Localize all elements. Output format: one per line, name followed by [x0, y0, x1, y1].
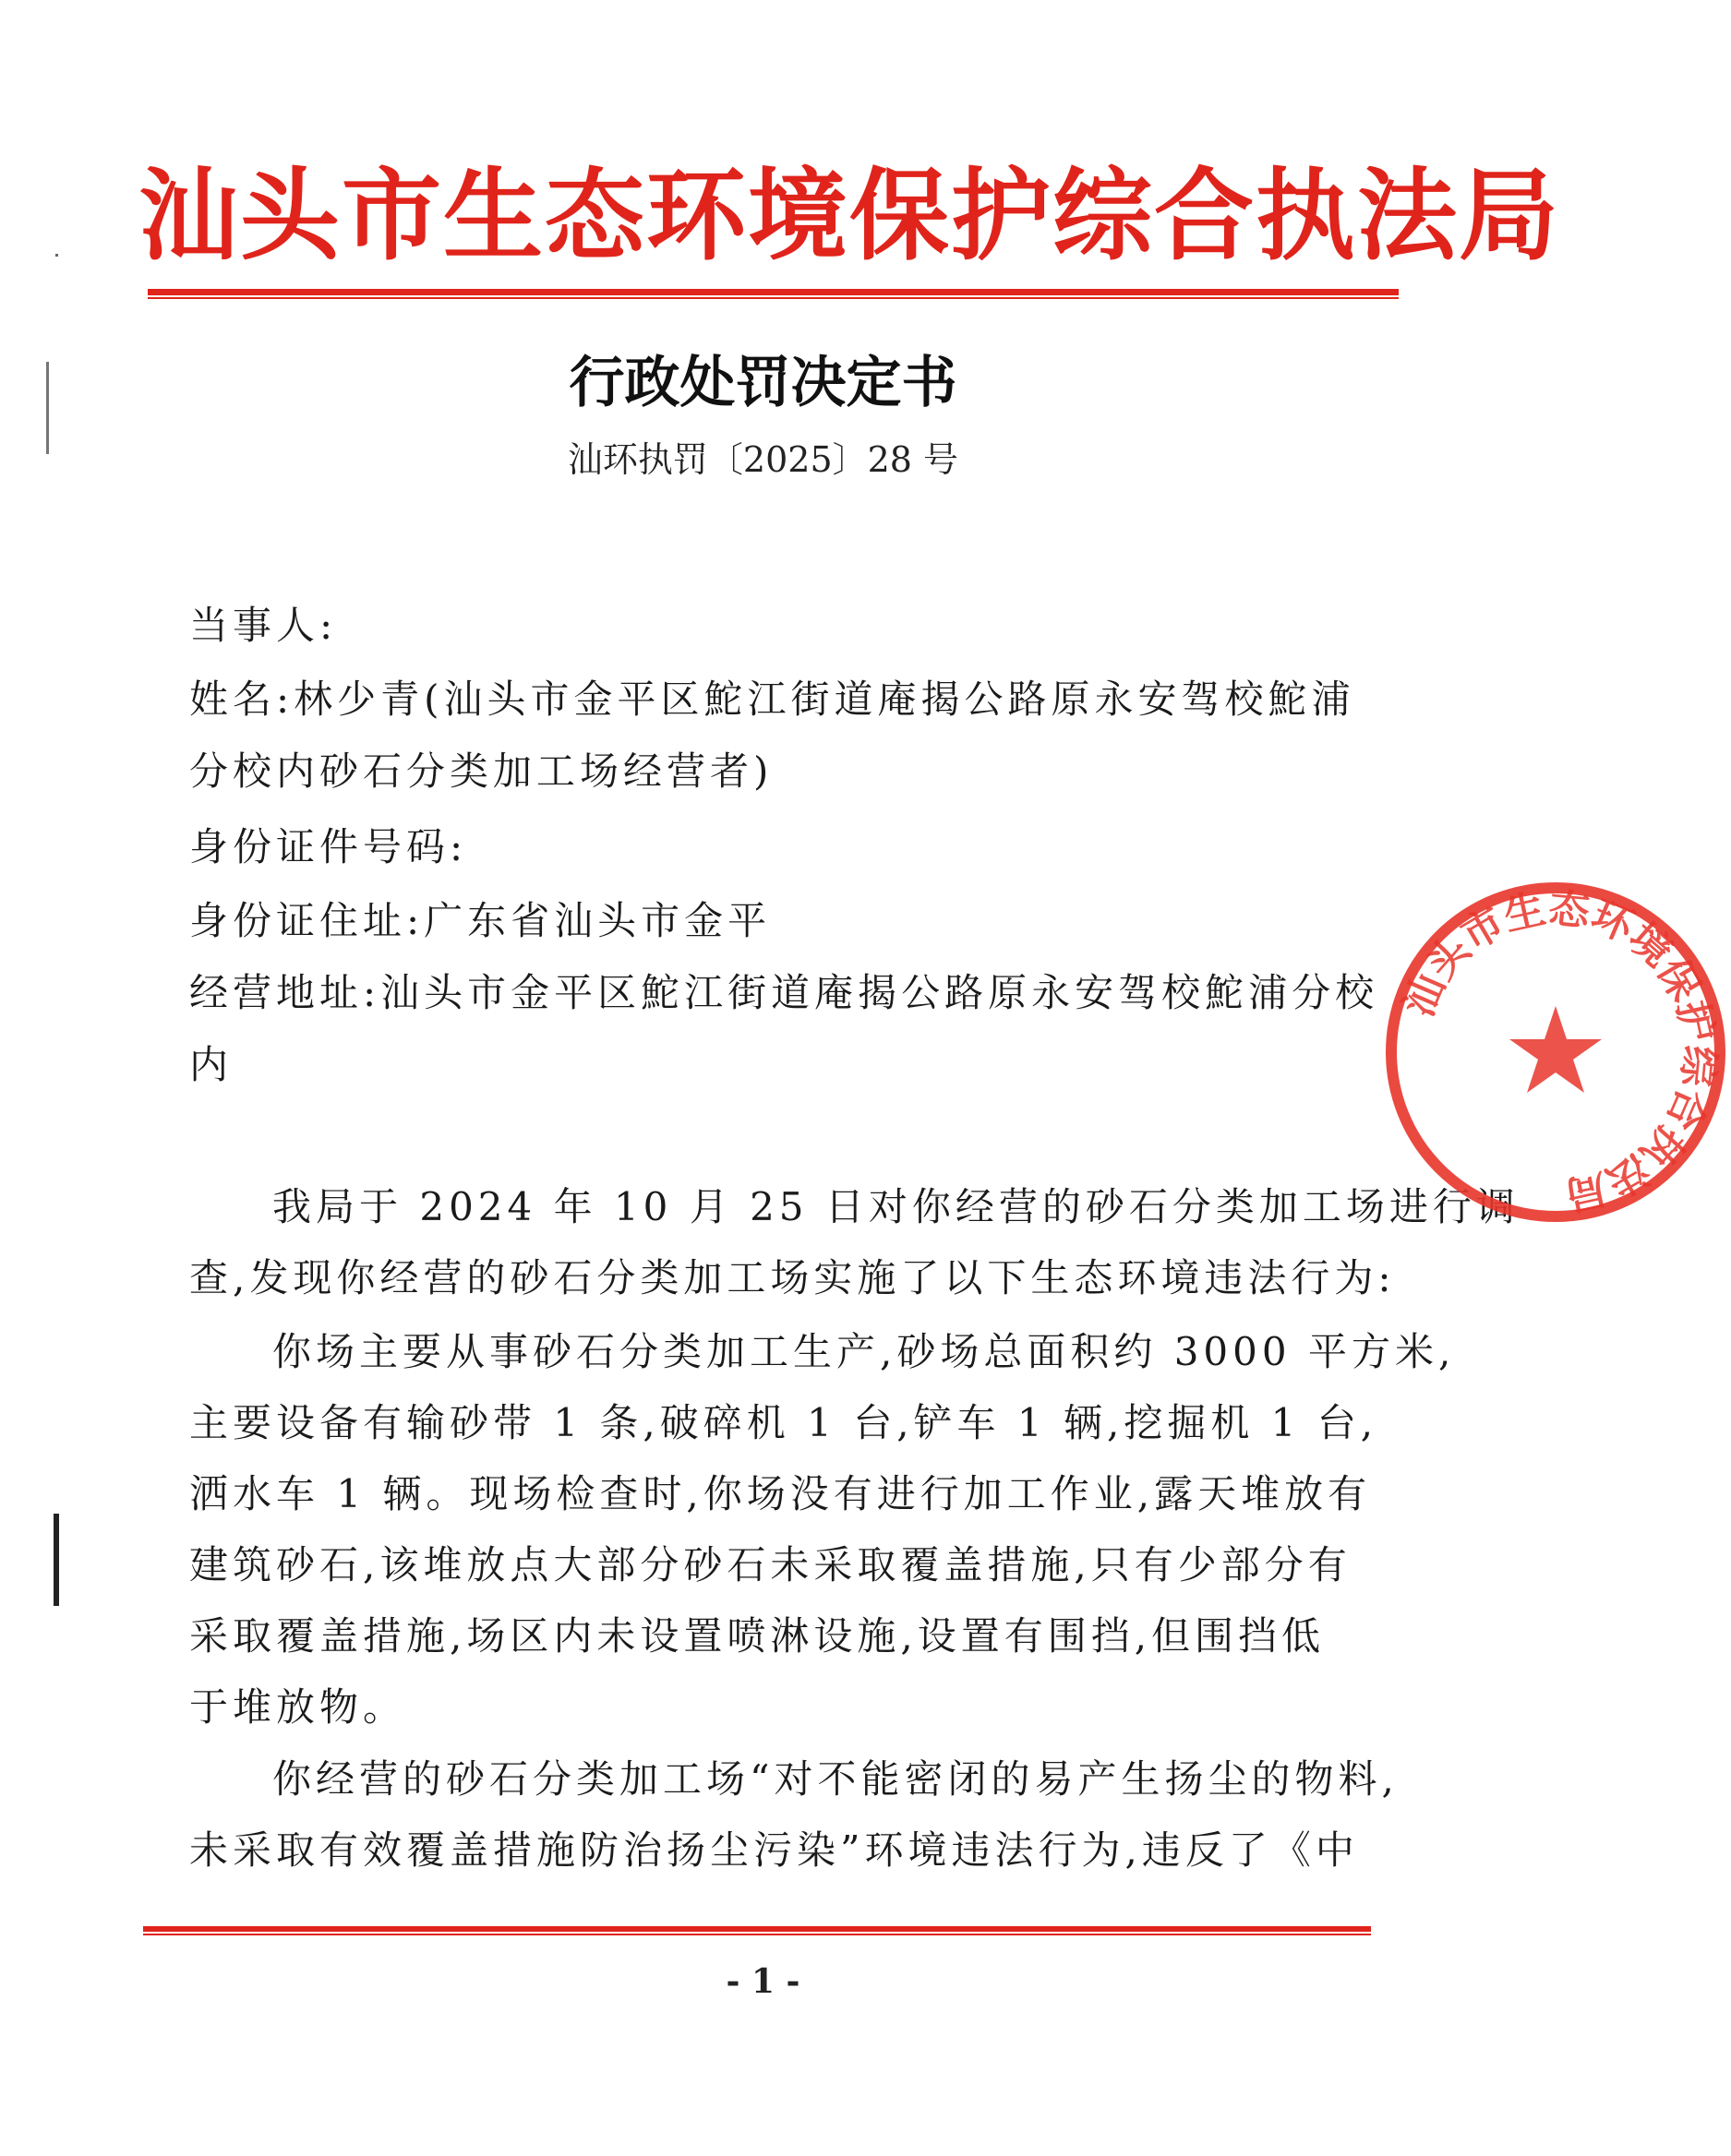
body-p2-line-6: 于堆放物。	[189, 1684, 407, 1730]
party-business-address-1: 经营地址:汕头市金平区鮀江街道庵揭公路原永安驾校鮀浦分校	[189, 970, 1379, 1015]
party-id-number: 身份证件号码:	[189, 824, 468, 869]
body-p2-line-2: 主要设备有输砂带 1 条,破碎机 1 台,铲车 1 辆,挖掘机 1 台,	[189, 1400, 1378, 1445]
seal-text: 汕头市生态环境保护综合执法局	[1395, 884, 1724, 1219]
body-p3-line-2: 未采取有效覆盖措施防治扬尘污染”环境违法行为,违反了《中	[189, 1827, 1359, 1873]
scan-mark	[54, 1514, 59, 1606]
official-seal	[1380, 877, 1731, 1228]
body-p2-line-4: 建筑砂石,该堆放点大部分砂石未采取覆盖措施,只有少部分有	[189, 1542, 1352, 1587]
footer-red-rule	[143, 1926, 1371, 1935]
party-id-address: 身份证住址:广东省汕头市金平	[189, 898, 772, 943]
letterhead-red-rule	[148, 289, 1399, 300]
party-heading: 当事人:	[189, 603, 338, 648]
party-name-line-1: 姓名:林少青(汕头市金平区鮀江街道庵揭公路原永安驾校鮀浦	[189, 677, 1355, 722]
page-number: - 1 -	[726, 1962, 800, 2001]
party-name-line-2: 分校内砂石分类加工场经营者)	[189, 749, 774, 794]
party-business-address-2: 内	[189, 1042, 234, 1087]
seal-star-icon	[1509, 1006, 1602, 1093]
body-p1-line-2: 查,发现你经营的砂石分类加工场实施了以下生态环境违法行为:	[189, 1255, 1396, 1300]
document-title: 行政处罚决定书	[569, 351, 957, 415]
document-number: 汕环执罚〔2025〕28 号	[567, 439, 959, 480]
letterhead-org-name: 汕头市生态环境保护综合执法局	[138, 159, 1561, 274]
body-p1-line-1: 我局于 2024 年 10 月 25 日对你经营的砂石分类加工场进行调	[272, 1184, 1520, 1229]
body-p2-line-1: 你场主要从事砂石分类加工生产,砂场总面积约 3000 平方米,	[272, 1329, 1456, 1374]
body-p2-line-3: 洒水车 1 辆。现场检查时,你场没有进行加工作业,露天堆放有	[189, 1471, 1372, 1516]
scan-mark	[55, 254, 58, 257]
body-p2-line-5: 采取覆盖措施,场区内未设置喷淋设施,设置有围挡,但围挡低	[189, 1613, 1326, 1659]
scan-mark	[46, 362, 49, 454]
body-p3-line-1: 你经营的砂石分类加工场“对不能密闭的易产生扬尘的物料,	[272, 1756, 1399, 1802]
